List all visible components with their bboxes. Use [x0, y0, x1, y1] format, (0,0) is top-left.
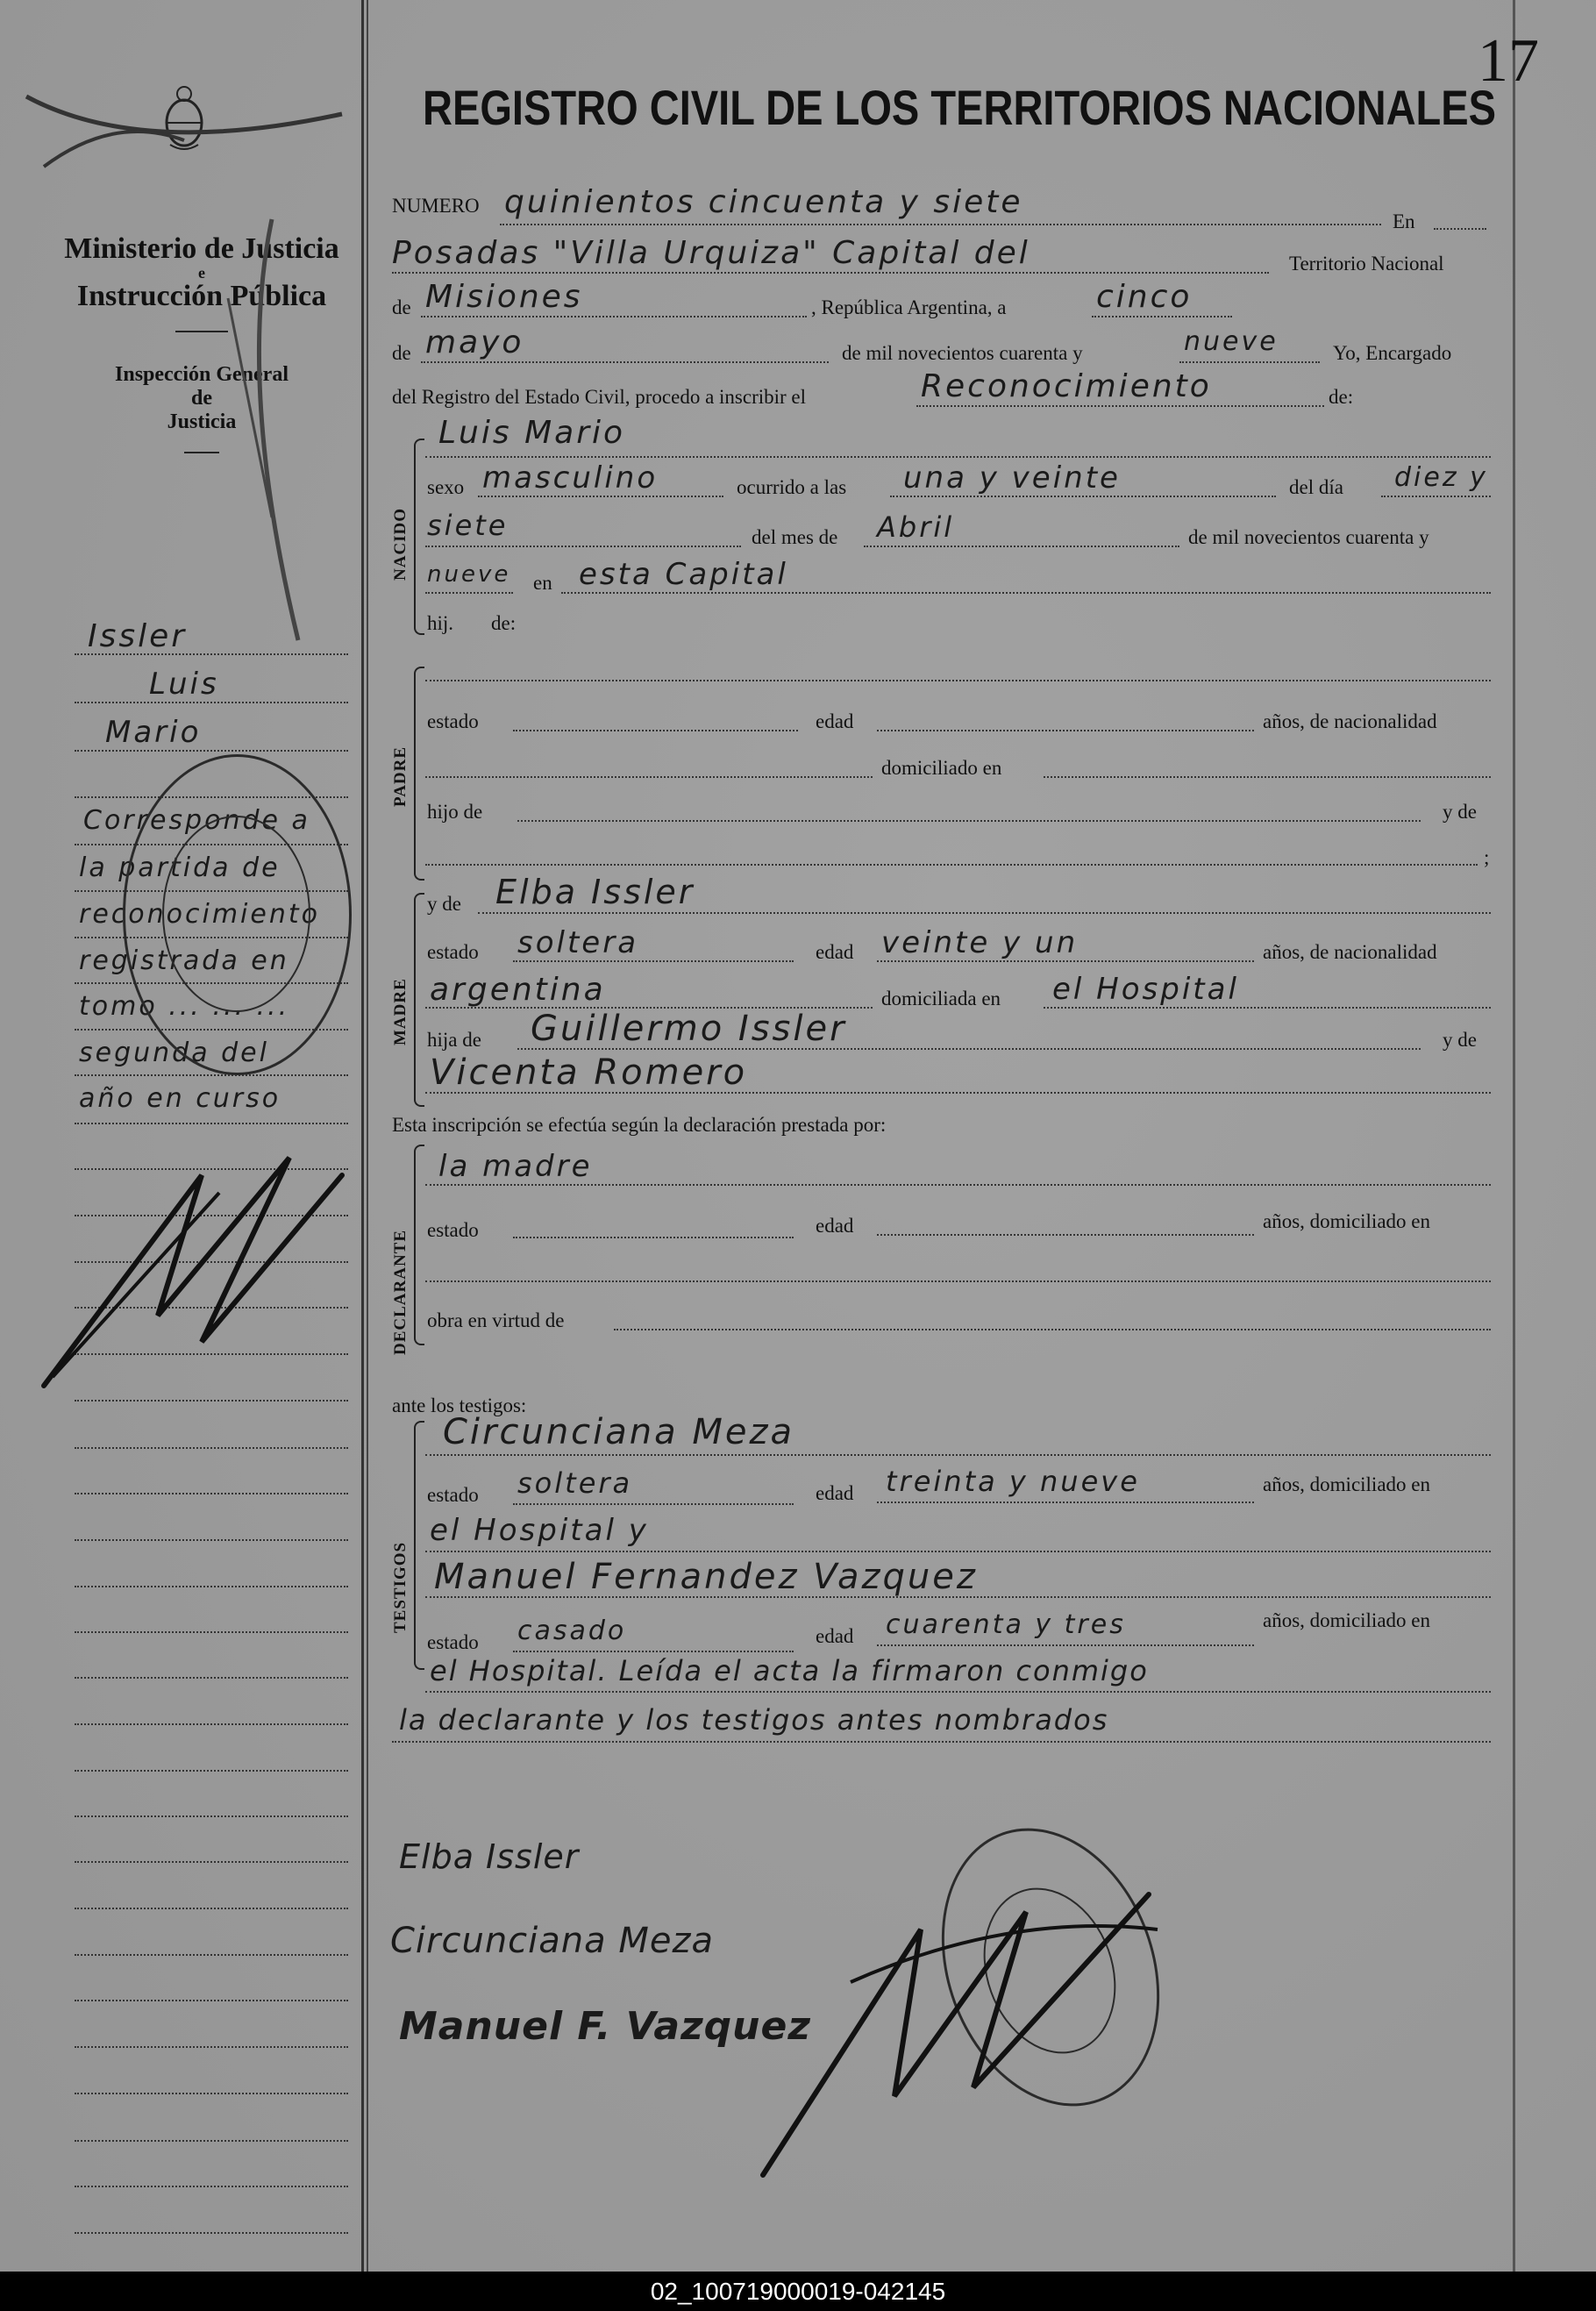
margin-note-6: registrada en	[79, 945, 289, 976]
margin-note-1: Luis	[149, 667, 219, 702]
madre-domiciliada-label: domiciliada en	[881, 988, 1001, 1009]
dia-nac-2-value: siete	[427, 509, 509, 542]
declaracion-label: Esta inscripción se efectúa según la declaración prestada por:	[392, 1114, 887, 1136]
inspeccion-line-1: Inspección General	[115, 363, 289, 386]
yo-label: Yo, Encargado	[1333, 342, 1452, 364]
declarante-estado-label: estado	[427, 1219, 479, 1241]
padre-domiciliado-label: domiciliado en	[881, 757, 1002, 779]
declarante-edad-label: edad	[816, 1215, 854, 1237]
sexo-value: masculino	[482, 460, 659, 496]
t1-estado-value: soltera	[517, 1466, 633, 1500]
margin-note-7: tomo ... ... ...	[79, 991, 290, 1022]
inspeccion-line-3: Justicia	[167, 410, 237, 433]
declarante-anos-label: años, domiciliado en	[1263, 1210, 1430, 1232]
margin-note-8: segunda del	[79, 1038, 269, 1068]
t2-estado-label: estado	[427, 1631, 479, 1653]
padre-anos-label: años, de nacionalidad	[1263, 710, 1437, 732]
madre-hija-de-label: hija de	[427, 1029, 481, 1051]
mes-value: mayo	[425, 325, 524, 360]
hora-value: una y veinte	[903, 460, 1121, 496]
ministry-line-1: Ministerio de Justicia	[64, 232, 339, 265]
t1-edad-label: edad	[816, 1482, 854, 1504]
margin-note-0: Issler	[88, 618, 188, 654]
abuelo-value: Guillermo Issler	[531, 1009, 847, 1049]
territorio-value: Misiones	[425, 279, 583, 315]
margin-rule	[367, 0, 368, 2272]
madre-anos-label: años, de nacionalidad	[1263, 941, 1437, 963]
hijo-de-colon-label: de:	[491, 612, 517, 634]
madre-edad-label: edad	[816, 941, 854, 963]
top-margin-signature	[9, 79, 360, 649]
madre-estado-label: estado	[427, 941, 479, 963]
page-number: 17	[1478, 27, 1539, 95]
testigos-bracket	[414, 1421, 424, 1670]
margin-note-4: la partida de	[79, 852, 281, 883]
inspeccion-line-2: de	[191, 387, 212, 410]
t2-estado-value: casado	[517, 1616, 627, 1646]
declarante-label: DECLARANTE	[391, 1229, 410, 1355]
padre-hijo-de-label: hijo de	[427, 801, 483, 823]
t2-anos-label: años, domiciliado en	[1263, 1609, 1430, 1631]
t1-dom-value: el Hospital y	[430, 1513, 649, 1548]
mes-nac-value: Abril	[877, 510, 955, 544]
document-title: REGISTRO CIVIL DE LOS TERRITORIOS NACIONALES	[423, 80, 1497, 135]
testigos-label: ante los testigos:	[392, 1394, 527, 1416]
anio-value: nueve	[1184, 326, 1279, 357]
numero-label: NUMERO	[392, 195, 480, 217]
t2-edad-value: cuarenta y tres	[886, 1609, 1126, 1640]
sexo-label: sexo	[427, 476, 465, 498]
firma-testigo-1: Circunciana Meza	[390, 1921, 715, 1961]
madre-bracket	[414, 893, 424, 1107]
margin-signature-scribble	[26, 1140, 360, 1403]
en-label: En	[1393, 210, 1415, 232]
numero-value: quinientos cincuenta y siete	[504, 184, 1023, 220]
firma-testigo-2: Manuel F. Vazquez	[399, 2004, 811, 2049]
hijo-label: hij.	[427, 612, 454, 634]
padre-bracket	[414, 667, 424, 881]
nacido-label: NACIDO	[391, 507, 410, 581]
del-dia-label: del día	[1289, 476, 1343, 498]
de-label-1: de	[392, 296, 411, 318]
territorio-label: Territorio Nacional	[1289, 253, 1444, 275]
de-mil-label: de mil novecientos cuarenta y	[842, 342, 1083, 364]
margin-note-5: reconocimiento	[79, 899, 320, 930]
ministry-line-2: Instrucción Pública	[76, 280, 327, 312]
madre-label: MADRE	[391, 978, 410, 1045]
testigo-1-value: Circunciana Meza	[443, 1412, 795, 1452]
padre-label: PADRE	[391, 745, 410, 807]
margin-official-seal-inner	[162, 816, 310, 1012]
de-mil-2-label: de mil novecientos cuarenta y	[1188, 526, 1429, 548]
anio-nac-value: nueve	[427, 561, 511, 588]
madre-y-de-label: y de	[427, 893, 461, 915]
dia-value: cinco	[1096, 279, 1193, 315]
abuela-value: Vicenta Romero	[430, 1052, 748, 1093]
ministry-e: e	[198, 264, 205, 282]
testigo-2-value: Manuel Fernandez Vazquez	[434, 1557, 978, 1597]
declarante-bracket	[414, 1145, 424, 1345]
obra-label: obra en virtud de	[427, 1309, 565, 1331]
cierre-line-2: la declarante y los testigos antes nombrados	[399, 1703, 1109, 1737]
en-nac-label: en	[533, 572, 552, 594]
madre-nombre-value: Elba Issler	[495, 873, 695, 911]
registrar-signature-scribble	[745, 1877, 1166, 2193]
madre-estado-value: soltera	[517, 925, 639, 960]
madre-nac-value: argentina	[430, 972, 606, 1008]
scan-footer: 02_100719000019-042145	[0, 2272, 1596, 2311]
republica-label: , República Argentina, a	[811, 296, 1007, 318]
cierre-line-1: el Hospital. Leída el acta la firmaron conmigo	[430, 1654, 1149, 1687]
nombre-value: Luis Mario	[438, 415, 626, 451]
ocurrido-label: ocurrido a las	[737, 476, 847, 498]
margin-note-2: Mario	[105, 715, 202, 750]
padre-edad-label: edad	[816, 710, 854, 732]
madre-edad-value: veinte y un	[881, 925, 1079, 960]
testigos-vertical-label: TESTIGOS	[391, 1541, 410, 1633]
de-colon-label: de:	[1329, 386, 1354, 408]
margin-note-9: año en curso	[79, 1083, 281, 1114]
madre-dom-value: el Hospital	[1052, 972, 1239, 1007]
padre-semicolon: ;	[1484, 846, 1490, 868]
registro-label: del Registro del Estado Civil, procedo a inscribir el	[392, 386, 807, 408]
lugar-value: Posadas "Villa Urquiza" Capital del	[392, 235, 1030, 271]
right-page-edge	[1513, 0, 1515, 2272]
t1-estado-label: estado	[427, 1484, 479, 1506]
lugar-nac-value: esta Capital	[579, 557, 788, 592]
t1-edad-value: treinta y nueve	[886, 1465, 1140, 1498]
padre-estado-label: estado	[427, 710, 479, 732]
t1-anos-label: años, domiciliado en	[1263, 1473, 1430, 1495]
nacido-bracket	[414, 439, 424, 635]
de-label-2: de	[392, 342, 411, 364]
declarante-value: la madre	[438, 1149, 593, 1184]
t2-edad-label: edad	[816, 1625, 854, 1647]
del-mes-label: del mes de	[752, 526, 838, 548]
padre-y-de-label: y de	[1443, 801, 1477, 823]
firma-madre: Elba Issler	[399, 1837, 580, 1876]
margin-note-3: Corresponde a	[83, 805, 310, 836]
madre-y-de-2-label: y de	[1443, 1029, 1477, 1051]
dia-nac-1-value: diez y	[1394, 462, 1488, 493]
acto-value: Reconocimiento	[921, 368, 1212, 404]
